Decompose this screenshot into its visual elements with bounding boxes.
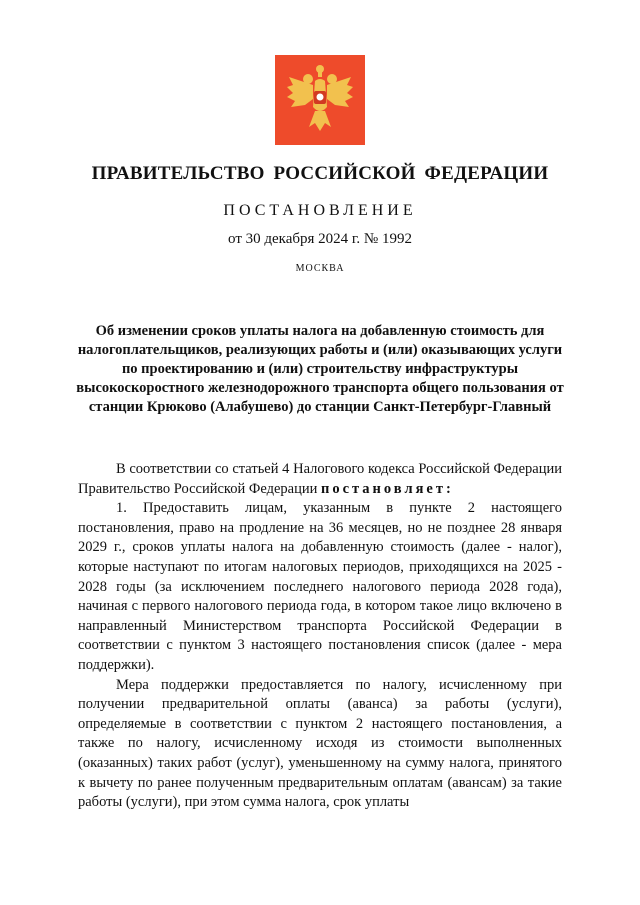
paragraph-2: Мера поддержки предоставляется по налогу, исчисленному при получении предварительной оплаты (аванса) за работы (услуги), определяемые в соответствии с пунктом 2 настоящего постановления, а также по налогу, исчисленному исходя из стоимости выполненных (оказанных) таких работ (услуг), уменьшенному на сумму налога, принятого к вычету по ранее полученным предварительным оплатам (авансам) за такие работы (услуги), при этом сумма налога, срок уплаты (78, 676, 562, 811)
document-body (78, 460, 562, 813)
government-title: ПРАВИТЕЛЬСТВО РОССИЙСКОЙ ФЕДЕРАЦИИ (91, 163, 549, 184)
intro-text: В соответствии со статьей 4 Налогового кодекса Российской Федерации Правительство Российской Федерации (78, 461, 562, 497)
document-type: ПОСТАНОВЛЕНИЕ (223, 202, 417, 219)
coat-of-arms-icon (275, 55, 365, 145)
intro-paragraph (78, 460, 562, 499)
document-subject: Об изменении сроков уплаты налога на добавленную стоимость для налогоплательщиков, реализующих работы и (или) оказывающих услуги по проектированию и (или) строительству инфраструктуры высокоскоростного железнодорожного транспорта общего пользования от станции Крюково (Алабушево) до станции Санкт-Петербург-Главный (76, 323, 564, 415)
document-date-number: от 30 декабря 2024 г. № 1992 (228, 231, 412, 247)
decrees-word: постановляет: (320, 480, 454, 497)
document-city: МОСКВА (295, 263, 345, 274)
paragraph-1: 1. Предоставить лицам, указанным в пункте 2 настоящего постановления, право на продление на 36 месяцев, но не позднее 28 января 2029 г., сроков уплаты налога на добавленную стоимость (далее - налог), которые наступают по итогам налоговых периодов, приходящихся на 2025 - 2028 годы (за исключением последнего налогового периода 2028 года), начиная с первого налогового периода года, в котором такое лицо включено в направленный Министерством транспорта Российской Федерации в соответствии с пунктом 3 настоящего постановления список (далее - мера поддержки). (78, 500, 562, 673)
